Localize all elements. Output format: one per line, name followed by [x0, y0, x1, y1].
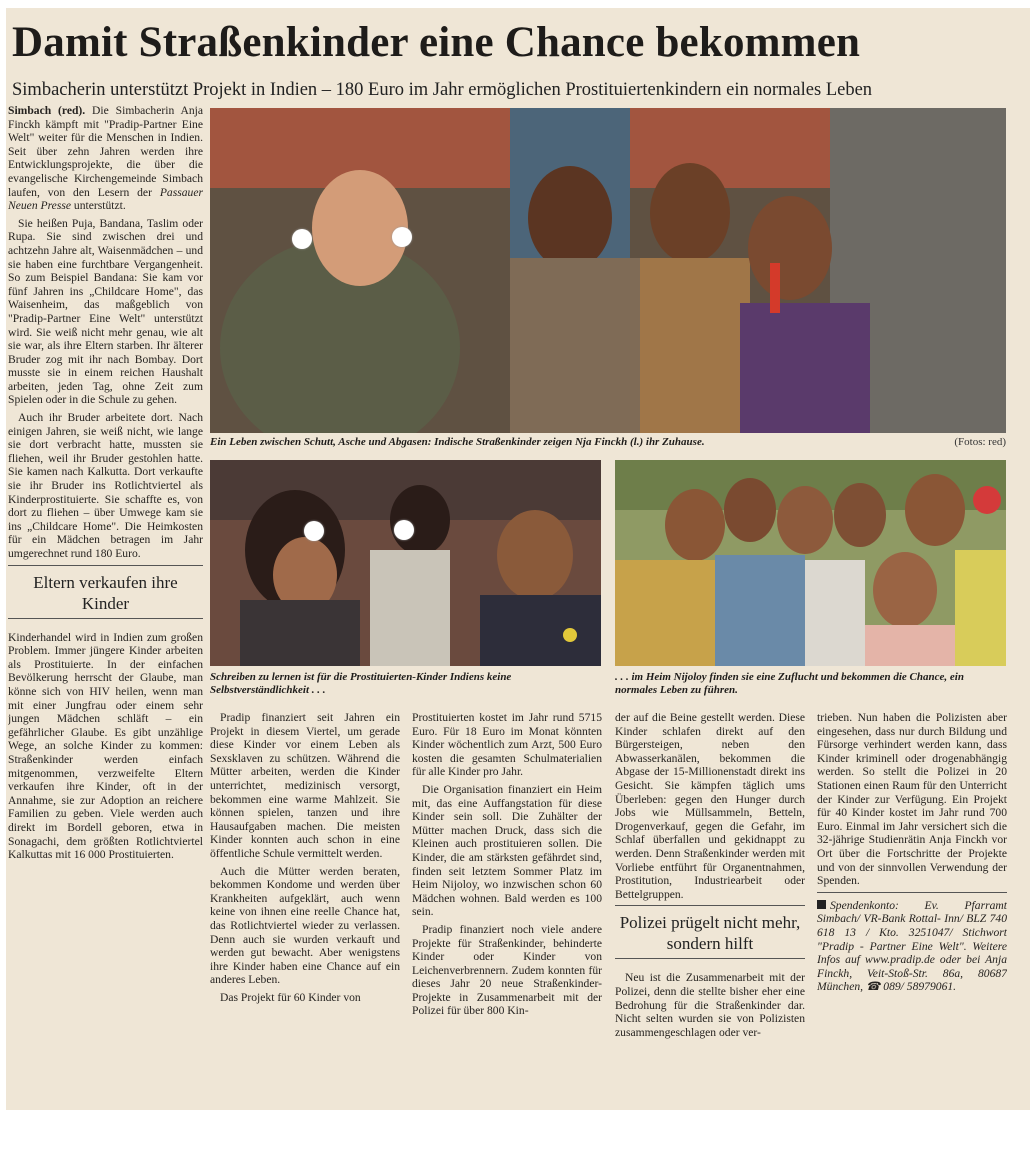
crosshead-eltern: Eltern verkaufen ihre Kinder: [8, 565, 203, 619]
donation-info-text: Spendenkonto: Ev. Pfarramt Simbach/ VR-Bank Rottal- Inn/ BLZ 740 618 13 / Kto. 3251047/ Stichwort "Pradip - Partner Eine Welt". Weitere Infos auf www.pradip.de oder bei Anja Finckh, Veit-Stoß-Str. 86a, 80687 München, ☎ 089/ 58979061.: [817, 898, 1007, 994]
column-3: [412, 711, 602, 1106]
col3-paragraph-3: Pradip finanziert noch viele andere Projekte für Straßenkinder, behinderte Kinder oder Kinder von Leichenverbrennern. Zudem konnten für dieses Jahr 20 neue Straßenkinder-Projekte in Zusammenarbeit mit der Polizei für über 800 Kin-: [412, 922, 602, 1018]
column-5: [817, 711, 1007, 1106]
col1-paragraph-1: Simbach (red). Die Simbacherin Anja Finckh kämpft mit "Pradip-Partner Eine Welt" weiter für die Menschen in Indien. Seit über zehn Jahren werden ihre Entwicklungsprojekte, die über die evangelische Kirchengemeinde Simbach laufen, von den Lesern der Passauer Neuen Presse unterstützt.: [8, 104, 203, 213]
column-1: [8, 104, 203, 1104]
photo-nijoloy-girls: [615, 460, 1006, 666]
col4-paragraph-1: der auf die Beine gestellt werden. Diese Kinder schlafen direkt auf den Bürgersteigen, neben den Abwasserkanälen, bekommen die Abgase der 15-Millionenstadt direkt ins Gesicht. Sie kämpfen täglich ums Überleben: gegen den Hunger durch Jobs wie Müllsammeln, Betteln, Drogenverkauf, gegen die Gefahr, im Schlaf überfallen und gekidnappt zu werden. Denn Straßenkinder werden mit Vorliebe entführt für Organentnahmen, Prostitution, Industriearbeit oder Bettelgruppen.: [615, 711, 805, 901]
caption-bottom-left: Schreiben zu lernen ist für die Prostituierten-Kinder Indiens keine Selbstverständlichkeit . . .: [210, 671, 512, 696]
hole-punch-1: [392, 227, 412, 247]
hole-punch-2: [292, 229, 312, 249]
col5-paragraph-1: trieben. Nun haben die Polizisten aber eingesehen, dass nur durch Bildung und Fürsorge verhindert werden kann, dass Kinder kriminell oder drogenabhängig werden. So stellt die Polizei in 20 Stationen einen Raum für den Unterricht der Kinder zur Verfügung. Ein Projekt für 40 Kinder kostet im Jahr rund 700 Euro. Einmal im Jahr versichert sich die 32-jährige Studienrätin Anja Finckh vor Ort über die Fortschritte der Projekte und von der sinnvollen Verwendung der Spenden.: [817, 711, 1007, 888]
dateline: Simbach (red).: [8, 104, 86, 117]
bank-icon: [817, 900, 826, 909]
donation-info-box: [817, 892, 1007, 994]
column-2: [210, 711, 400, 1106]
col2-paragraph-3: Das Projekt für 60 Kinder von: [220, 990, 361, 1004]
col3-paragraph-1: Prostituierten kostet im Jahr rund 5715 Euro. Für 18 Euro im Monat könnten Kinder wöchentlich zum Arzt, 500 Euro kosten die gesamten Schulmaterialien für alle Kinder pro Jahr.: [412, 711, 602, 779]
crosshead-polizei: Polizei prügelt nicht mehr, sondern hilft: [615, 905, 805, 959]
col2-paragraph-2: Auch die Mütter werden beraten, bekommen Kondome und werden über Krankheiten aufgeklärt, auch wenn keine von ihnen eine reelle Chance hat, das Rotlichtviertel wieder zu verlassen. Denn auch sie wurden verkauft und werden gut bewacht. Aber wenigstens ihre Kinder haben eine Chance auf ein anderes Leben.: [210, 864, 400, 987]
col1-paragraph-4: Kinderhandel wird in Indien zum großen Problem. Immer jüngere Kinder arbeiten als Prostituierte. In der einfachen Bevölkerung herrscht der Glaube, man könne sich von HIV heilen, wenn man mit einer Jungfrau oder einem sehr jungen Mädchen schläft – ein gefährlicher Glaube. Es gibt unzählige Wege, an solche Kinder zu kommen: Straßenkinder werden einfach mitgenommen, verzweifelte Eltern verkaufen ihre Kinder, oft in der Annahme, sie zur Adoption an reichere Familien zu geben. Viele werden auch direkt im Bordell geboren, etwa in Sonagachi, dem größten Rotlichtviertel Kalkuttas mit 16 000 Prostituierten.: [8, 630, 203, 862]
col2-paragraph-1: Pradip finanziert seit Jahren ein Projekt in diesem Viertel, um gerade diese Kinder vor einem Leben als Sexsklaven zu schützen. Während die Mütter arbeiten, werden die Kinder unterrichtet, medizinisch versorgt, bekommen eine warme Mahlzeit. Sie können spielen, tanzen und ihre Hausaufgaben machen. Die meisten Kinder konnten auch schon in eine öffentliche Schule vermittelt werden.: [210, 711, 400, 860]
subheadline: Simbacherin unterstützt Projekt in Indien – 180 Euro im Jahr ermöglichen Prostituiertenkindern ein normales Leben: [12, 80, 873, 100]
photo-credit: (Fotos: red): [954, 436, 1006, 448]
column-4: [615, 711, 805, 1106]
hole-punch-4: [304, 521, 324, 541]
caption-bottom-right: . . . im Heim Nijoloy finden sie eine Zuflucht und bekommen die Chance, ein normales Leben zu führen.: [615, 671, 964, 696]
hole-punch-3: [394, 520, 414, 540]
col3-paragraph-2: Die Organisation finanziert ein Heim mit, das eine Auffangstation für diese Kinder sein soll. Die Zuhälter der Mütter machen Druck, dass sich die Kleinen auch prostituieren sollen. Die Kinder, die am stärksten gefährdet sind, finden seit letztem Sommer Platz im Heim Nijoloy, wo inzwischen schon 60 Mädchen wohnen. Bald werden es 100 sein.: [412, 782, 602, 919]
headline: Damit Straßenkinder eine Chance bekommen: [12, 19, 861, 66]
col1-paragraph-2: Sie heißen Puja, Bandana, Taslim oder Rupa. Sie sind zwischen drei und achtzehn Jahre alt, Waisenmädchen – und sie haben eine furchtbare Vergangenheit. So zum Beispiel Bandana: Sie kam vor fünf Jahren ins „Childcare Home", das Waisenheim, das maßgeblich von "Pradip-Partner Eine Welt" unterstützt wird. Sie weiß nicht mehr genau, wie alt sie war, als ihre Eltern starben. Ihr älterer Bruder zog mit ihr nach Bombay. Dort musste sie in einem reichen Haushalt arbeiten, jeden Tag, ohne Zeit zum Spielen oder in die Schule zu gehen.: [8, 216, 203, 407]
col4-paragraph-2: Neu ist die Zusammenarbeit mit der Polizei, denn die stellte bisher eher eine Bedrohung für die Straßenkinder dar. Nicht selten wurden sie von Polizisten zusammengeschlagen oder ver-: [615, 971, 805, 1039]
photo-children-writing: [210, 460, 601, 666]
col1-paragraph-3: Auch ihr Bruder arbeitete dort. Nach einigen Jahren, sie weiß nicht, wie lange sie dort verbracht hatte, mussten sie fliehen, weil ihr Bruder gestohlen hatte. Sie kamen nach Kalkutta. Dort verkaufte sie ihr Bruder ins Rotlichtviertel als Kinderprostituierte. Sie schaffte es, von dort zu fliehen – über Umwege kam sie ins „Childcare Home". Die Heimkosten für ein Mädchen betragen im Jahr umgerechnet rund 180 Euro.: [8, 411, 203, 560]
photo-street-children: [210, 108, 1006, 433]
caption-top-photo: Ein Leben zwischen Schutt, Asche und Abgasen: Indische Straßenkinder zeigen Nja Finckh (l.) ihr Zuhause.: [210, 436, 705, 448]
newspaper-clipping: [6, 8, 1030, 1110]
